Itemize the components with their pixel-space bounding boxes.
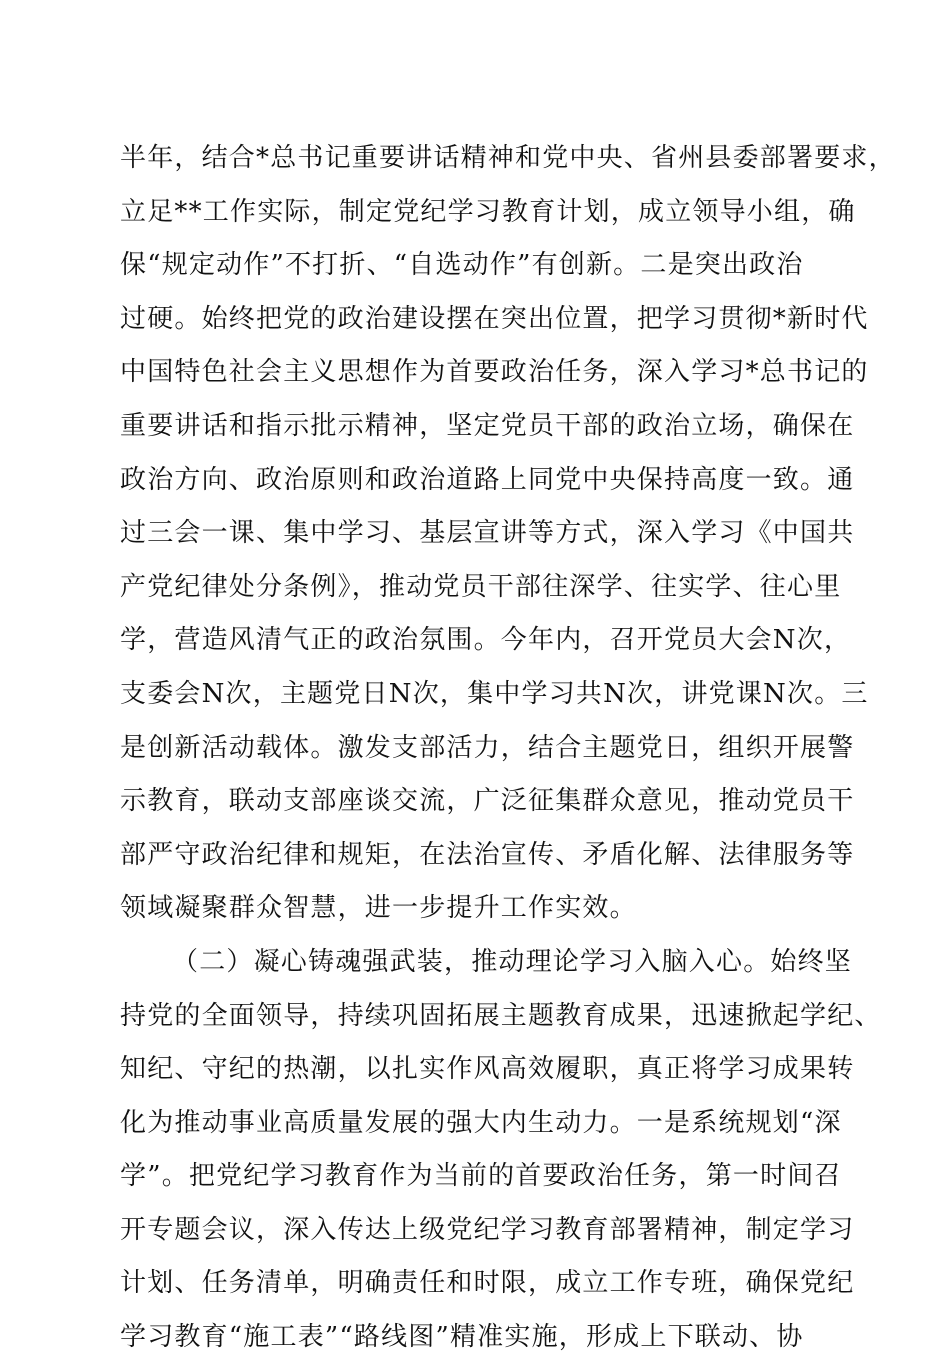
text-line: 中国特色社会主义思想作为首要政治任务，深入学习*总书记的	[120, 357, 869, 388]
text-line: 开专题会议，深入传达上级党纪学习教育部署精神，制定学习	[120, 1214, 855, 1245]
text-line: 支委会N次，主题党日N次，集中学习共N次，讲党课N次。三	[120, 678, 869, 709]
body-text	[120, 132, 896, 1365]
text-line: 过硬。始终把党的政治建设摆在突出位置，把学习贯彻*新时代	[120, 303, 869, 334]
text-line: 部严守政治纪律和规矩，在法治宣传、矛盾化解、法律服务等	[120, 839, 855, 870]
section-heading-line: （二）凝心铸魂强武装，推动理论学习入脑入心。始终坚	[172, 946, 853, 977]
text-line: 计划、任务清单，明确责任和时限，成立工作专班，确保党纪	[120, 1268, 855, 1299]
text-line: 保“规定动作”不打折、“自选动作”有创新。二是突出政治	[120, 250, 804, 281]
text-line: 学”。把党纪学习教育作为当前的首要政治任务，第一时间召	[120, 1161, 842, 1192]
text-line: 重要讲话和指示批示精神，坚定党员干部的政治立场，确保在	[120, 410, 855, 441]
text-line: 化为推动事业高质量发展的强大内生动力。一是系统规划“深	[120, 1107, 842, 1138]
text-line: 知纪、守纪的热潮，以扎实作风高效履职，真正将学习成果转	[120, 1054, 855, 1085]
text-line: 产党纪律处分条例》，推动党员干部往深学、往实学、往心里	[120, 571, 842, 602]
text-line: 持党的全面领导，持续巩固拓展主题教育成果，迅速掀起学纪、	[120, 1000, 882, 1031]
text-line: 政治方向、政治原则和政治道路上同党中央保持高度一致。通	[120, 464, 855, 495]
text-line: 学，营造风清气正的政治氛围。今年内，召开党员大会N次，	[120, 625, 852, 656]
text-line: 是创新活动载体。激发支部活力，结合主题党日，组织开展警	[120, 732, 855, 763]
text-line: 过三会一课、集中学习、基层宣讲等方式，深入学习《中国共	[120, 518, 855, 549]
text-line: 领域凝聚群众智慧，进一步提升工作实效。	[120, 893, 637, 924]
text-line: 示教育，联动支部座谈交流，广泛征集群众意见，推动党员干	[120, 786, 855, 817]
text-line: 学习教育“施工表”“路线图”精准实施，形成上下联动、协	[120, 1322, 804, 1353]
text-line: 半年，结合*总书记重要讲话精神和党中央、省州县委部署要求，	[120, 143, 896, 173]
text-line: 立足**工作实际，制定党纪学习教育计划，成立领导小组，确	[120, 196, 856, 227]
